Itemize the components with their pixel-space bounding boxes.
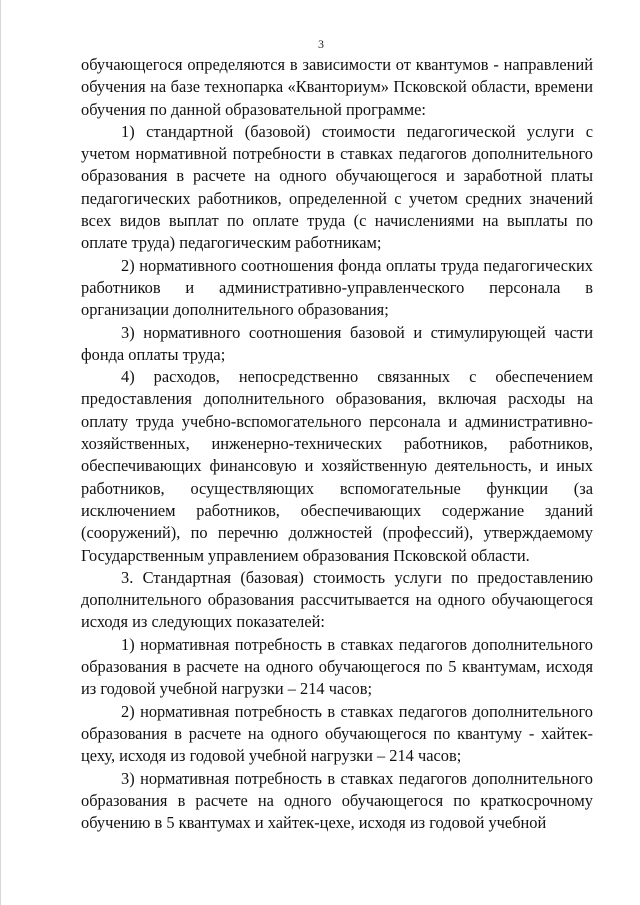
- paragraph-item-4: 4) расходов, непосредственно связанных с обеспечением предоставления дополнительного образования, включая расходы на оплату труда учебно-вспомогательного персонала и административно-хозяйственных, инженерно-технических работников, работников, обеспечивающих финансовую и хозяйственную деятельность, и иных работников, осуществляющих вспомогательные функции (за исключением работников, обеспечивающих содержание зданий (сооружений), по перечню должностей (профессий), утверждаемому Государственным управлением образования Псковской области.: [81, 367, 593, 565]
- document-body: [81, 54, 593, 834]
- page-number: 3: [318, 37, 324, 51]
- paragraph-item-1: 1) стандартной (базовой) стоимости педагогической услуги с учетом нормативной потребности в ставках педагогов дополнительного образования в расчете на одного обучающегося и заработной платы педагогических работников, определенной с учетом средних значений всех видов выплат по оплате труда (с начислениями на выплаты по оплате труда) педагогическим работникам;: [81, 121, 593, 253]
- paragraph-indicator-3: 3) нормативная потребность в ставках педагогов дополнительного образования в расчете на одного обучающегося по краткосрочному обучению в 5 квантумах и хайтек-цехе, исходя из годовой учебной: [81, 768, 593, 833]
- paragraph-indicator-2: 2) нормативная потребность в ставках педагогов дополнительного образования в расчете на одного обучающегося по квантуму - хайтек-цеху, исходя из годовой учебной нагрузки – 214 часов;: [81, 701, 593, 766]
- paragraph-item-2: 2) нормативного соотношения фонда оплаты труда педагогических работников и административно-управленческого персонала в организации дополнительного образования;: [81, 255, 593, 320]
- paragraph-item-3: 3) нормативного соотношения базовой и стимулирующей части фонда оплаты труда;: [81, 322, 593, 364]
- section-3-paragraph: 3. Стандартная (базовая) стоимость услуги по предоставлению дополнительного образования рассчитывается на одного обучающегося исходя из следующих показателей:: [81, 567, 593, 632]
- paragraph-indicator-1: 1) нормативная потребность в ставках педагогов дополнительного образования в расчете на одного обучающегося по 5 квантумам, исходя из годовой учебной нагрузки – 214 часов;: [81, 634, 593, 699]
- paragraph-continuation: обучающегося определяются в зависимости от квантумов - направлений обучения на базе технопарка «Кванториум» Псковской области, времени обучения по данной образовательной программе:: [81, 55, 593, 119]
